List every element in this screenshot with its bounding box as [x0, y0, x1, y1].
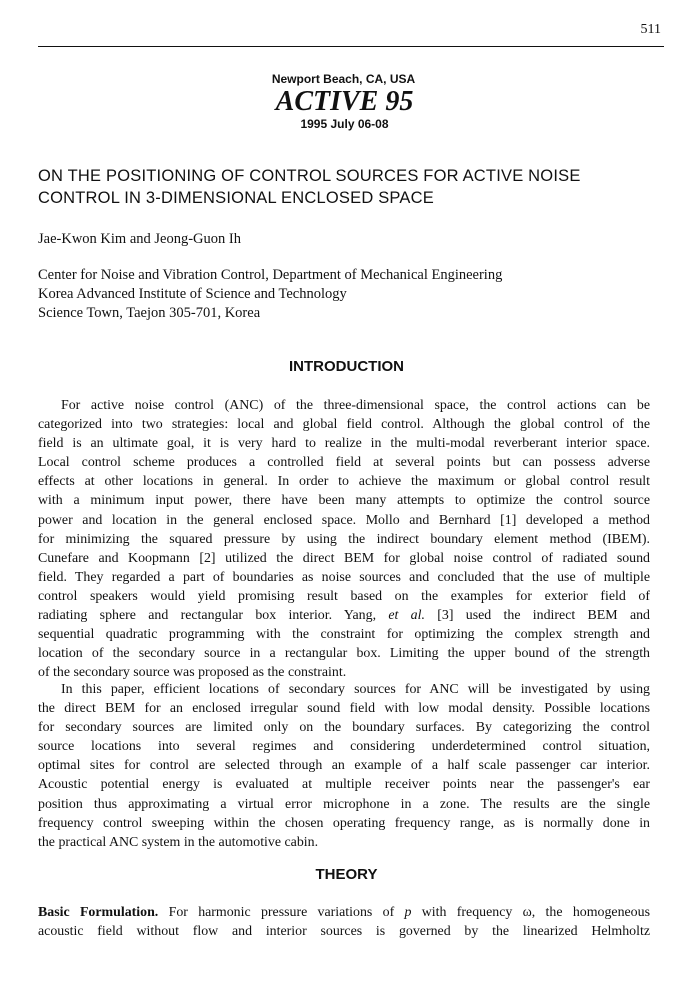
text-line: categorized into two strategies: local and global field control. Although the global control of the — [38, 417, 650, 433]
header-rule — [38, 46, 664, 47]
text-line: position thus approximating a virtual error microphone in a zone. The results are the single — [38, 796, 650, 812]
authors: Jae-Kwon Kim and Jeong-Guon Ih — [38, 231, 241, 247]
text-line — [38, 606, 650, 625]
affiliation-line: Science Town, Taejon 305-701, Korea — [38, 305, 261, 321]
text-line: Cunefare and Koopmann [2] utilized the direct BEM for global noise control of radiated sound — [38, 550, 650, 566]
conference-location: Newport Beach, CA, USA — [271, 72, 416, 86]
text-line: sequential quadratic programming with the constraint for optimizing the complex strength and — [38, 627, 650, 643]
title-line: CONTROL IN 3-DIMENSIONAL ENCLOSED SPACE — [38, 189, 434, 207]
page-number: 511 — [640, 22, 661, 37]
text-line: for secondary sources are limited only on the boundary surfaces. By categorizing the control — [38, 720, 650, 736]
introduction-paragraph-2 — [38, 680, 650, 852]
text-line: field is an ultimate goal, it is very hard to realize in the multi-modal reverberant interior space. — [38, 436, 650, 452]
paper-title — [38, 165, 658, 209]
conference-block — [0, 71, 693, 132]
text-fragment: with frequency ω, the homogeneous — [411, 905, 650, 920]
text-line: Acoustic potential energy is evaluated at multiple receiver points near the passenger's ear — [38, 777, 650, 793]
text-line: for minimizing the squared pressure by using the indirect boundary element method (IBEM). — [38, 531, 650, 547]
affiliation-line: Korea Advanced Institute of Science and Technology — [38, 286, 347, 302]
text-line: Local control scheme produces a controlled field at several points but can possess adverse — [38, 455, 650, 471]
text-line: control speakers would yield promising result based on the examples for exterior field of — [38, 588, 650, 604]
introduction-paragraph-1 — [38, 396, 650, 682]
title-line: ON THE POSITIONING OF CONTROL SOURCES FOR ACTIVE NOISE — [38, 167, 581, 185]
text-fragment: radiating sphere and rectangular box interior. Yang, — [38, 608, 389, 624]
text-line: the direct BEM for an enclosed irregular sound field with low modal density. Possible locations — [38, 701, 650, 717]
text-line: the practical ANC system in the automotive cabin. — [38, 834, 319, 850]
text-line: For active noise control (ANC) of the three-dimensional space, the control actions can be — [61, 398, 650, 413]
section-heading-introduction: INTRODUCTION — [289, 358, 404, 375]
text-line: power and location in the general enclosed space. Mollo and Bernhard [1] developed a method — [38, 512, 650, 528]
affiliation-line: Center for Noise and Vibration Control, Department of Mechanical Engineering — [38, 267, 503, 283]
text-line: optimal sites for control are selected through an example of a half scale passenger car interior. — [38, 758, 650, 774]
text-line: source locations into several regimes and considering underdetermined control situation, — [38, 739, 650, 755]
text-line: with a minimum input power, there have been many attempts to optimize the control source — [38, 493, 650, 509]
subsection-lead: Basic Formulation. — [38, 905, 159, 920]
affiliation — [38, 266, 502, 323]
text-line: frequency control sweeping within the chosen operating frequency range, as is normally done in — [38, 815, 650, 831]
text-line: acoustic field without flow and interior sources is governed by the linearized Helmholtz — [38, 924, 650, 940]
text-line: location of the secondary source in a rectangular box. Limiting the upper bound of the strength — [38, 646, 650, 662]
conference-name: ACTIVE 95 — [275, 86, 414, 117]
text-fragment: [3] used the indirect BEM and — [424, 608, 650, 624]
text-line: In this paper, efficient locations of secondary sources for ANC will be investigated by using — [61, 682, 650, 697]
text-fragment: For harmonic pressure variations of — [158, 905, 405, 920]
text-line: field. They regarded a part of boundaries as noise sources and concluded that the use of multiple — [38, 569, 650, 585]
conference-dates: 1995 July 06-08 — [300, 117, 389, 131]
text-line — [38, 903, 650, 922]
variable-p: p — [404, 905, 412, 920]
text-line: of the secondary source was proposed as the constraint. — [38, 665, 347, 681]
italic-et-al: et al. — [388, 608, 425, 624]
section-heading-theory: THEORY — [315, 866, 378, 883]
text-line: effects at other locations in general. In order to achieve the maximum or global control result — [38, 474, 650, 490]
basic-formulation-paragraph — [38, 903, 650, 941]
